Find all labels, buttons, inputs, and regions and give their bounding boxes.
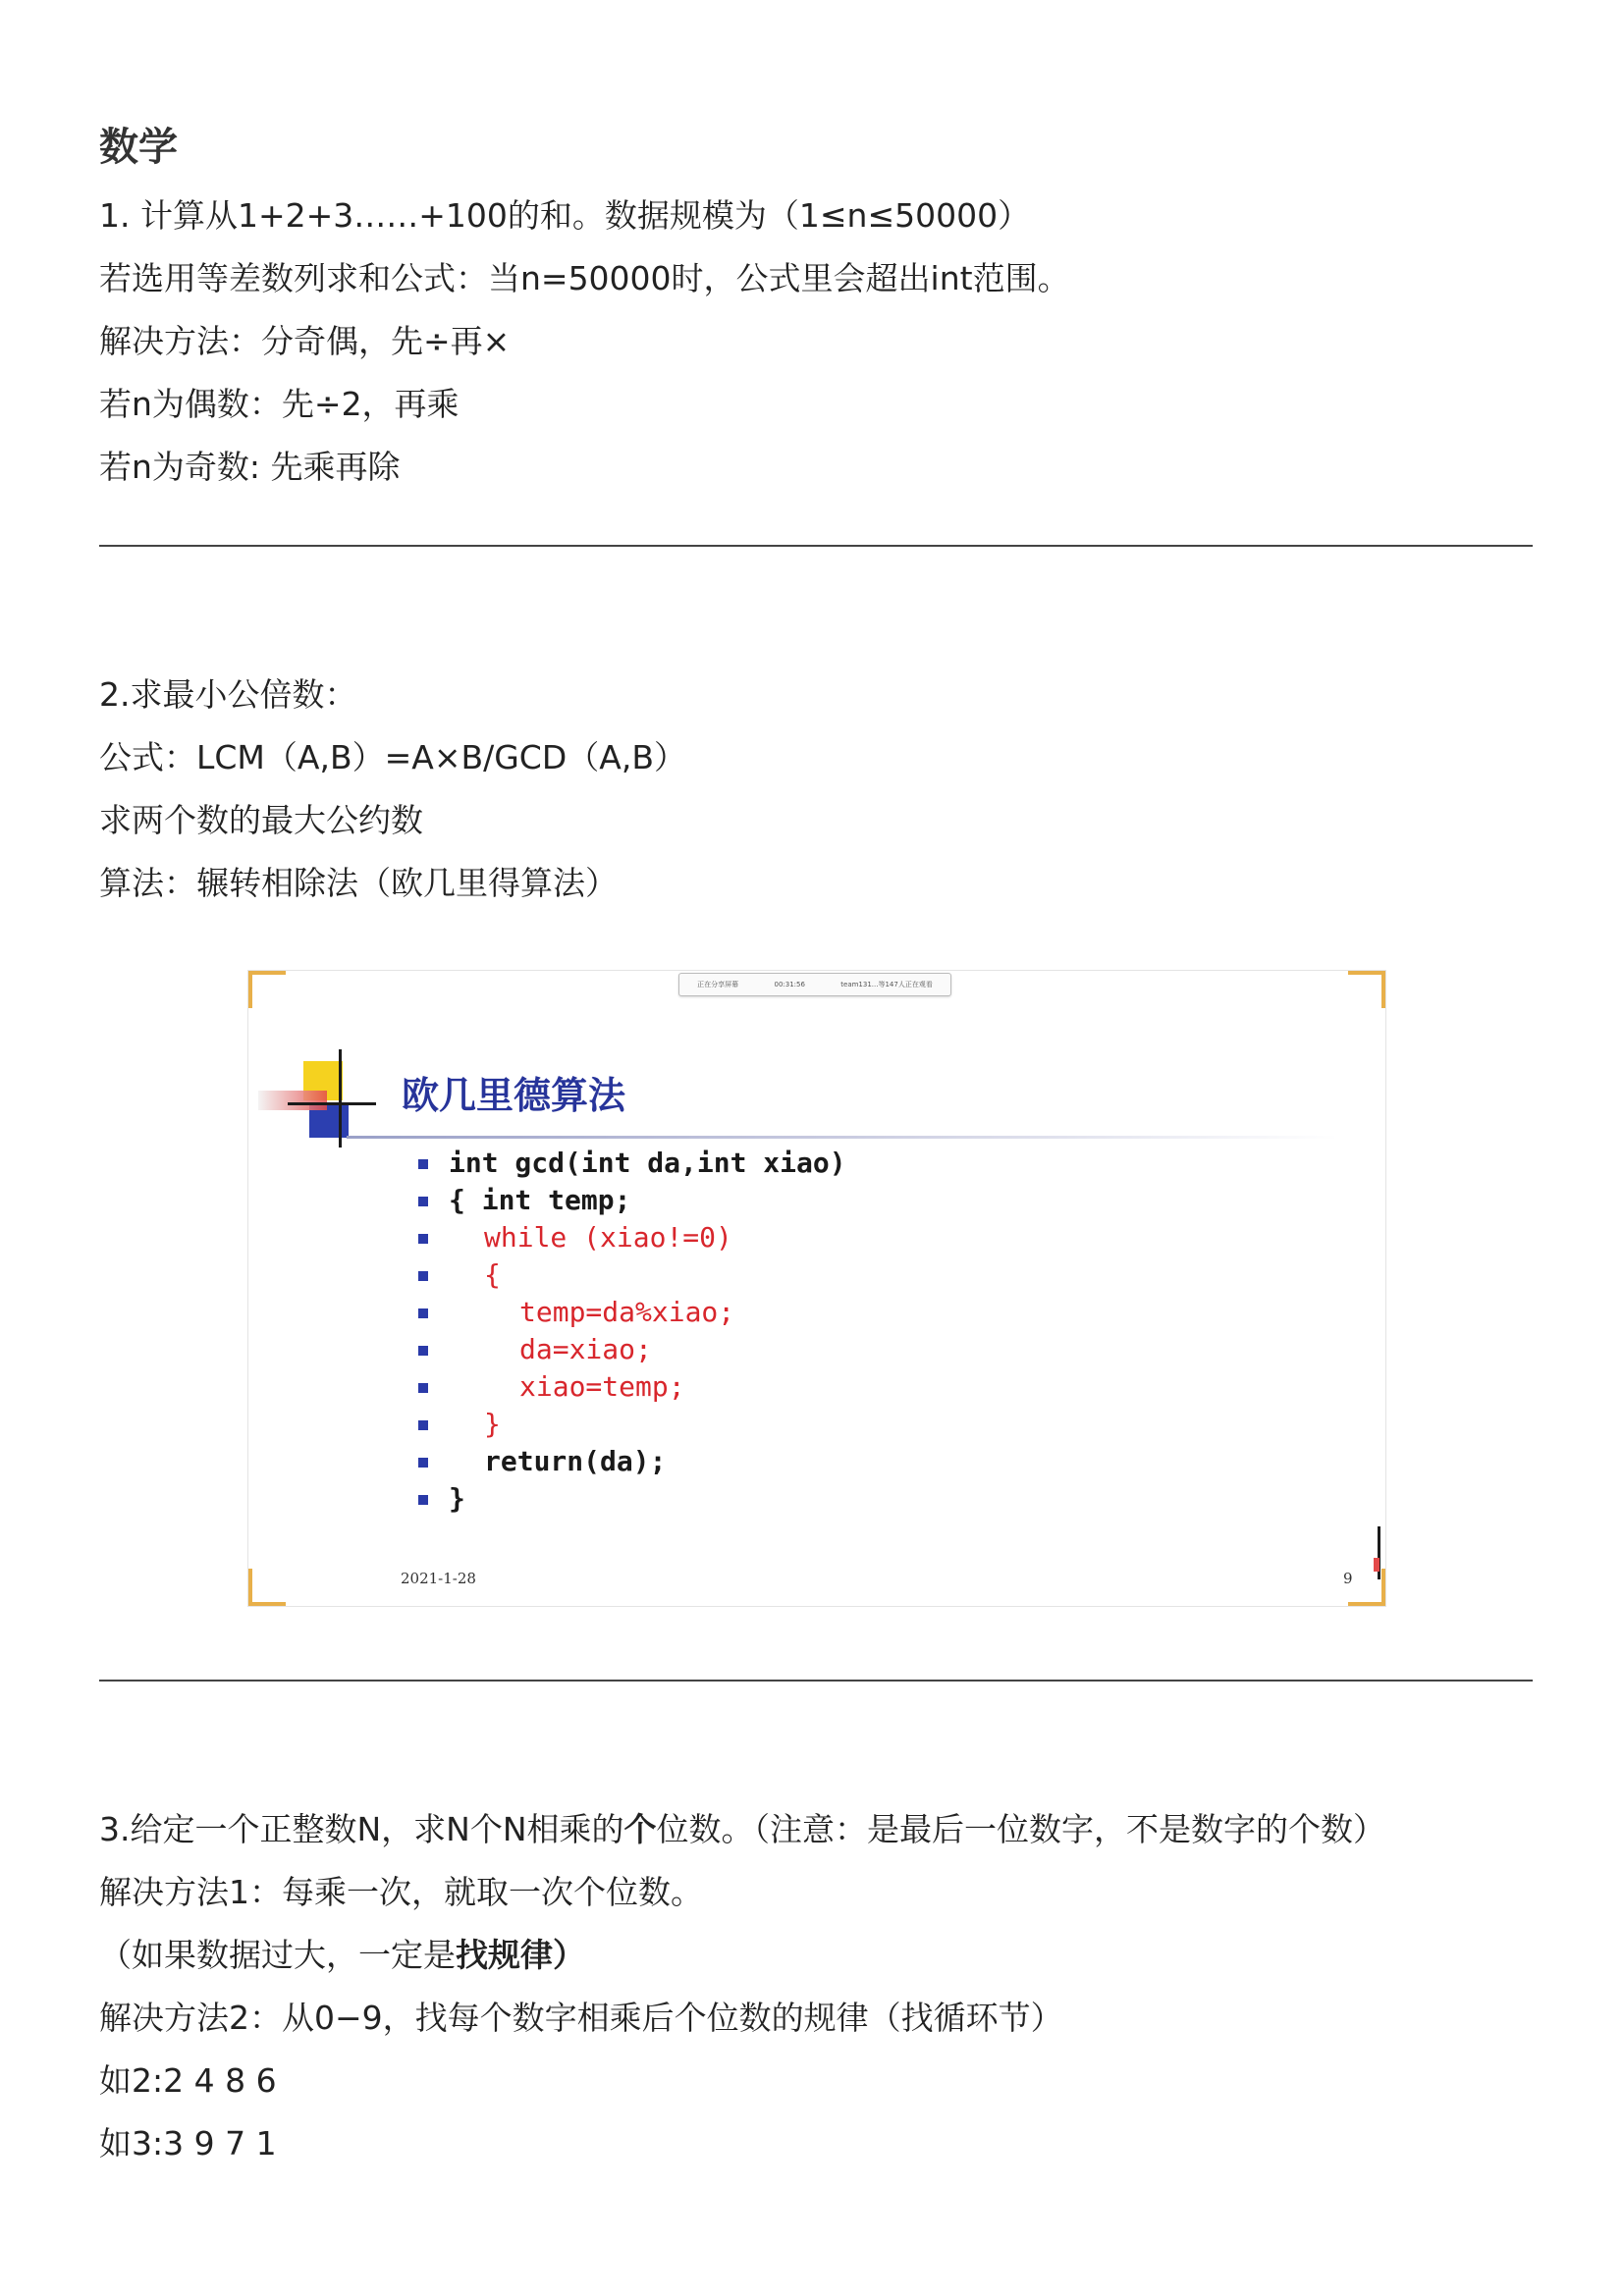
section3-line-1-bold: 个 [623,1810,657,1848]
code-bullet [418,1308,428,1318]
slide-corner-mark [1348,971,1385,1008]
code-bullet [418,1346,428,1356]
section3-line-3 [99,1934,585,1977]
section3-line-4: 解决方法2：从0−9，找每个数字相乘后个位数的规律（找循环节） [99,1999,1063,2037]
share-status: 正在分享屏幕 [697,981,739,988]
code-line: return(da); [484,1445,667,1477]
code-line: int gcd(int da,int xiao) [449,1147,846,1179]
section3-line-3-bold: 找规律） [456,1936,585,1974]
code-bullet [418,1271,428,1281]
code-line: } [449,1482,465,1515]
section3-line-6: 如3:3 9 7 1 [99,2124,277,2163]
slide-logo-decoration [248,1049,386,1148]
section3-line-5: 如2:2 4 8 6 [99,2061,277,2100]
share-viewers: team131...等147人正在观看 [840,981,933,988]
section1-line-1: 1. 计算从1+2+3……+100的和。数据规模为（1≤n≤50000） [99,196,1031,235]
slide-date: 2021-1-28 [401,1570,476,1587]
slide-corner-mark [248,1569,286,1606]
section2-line-3: 求两个数的最大公约数 [99,801,423,839]
section1-line-4: 若n为偶数：先÷2，再乘 [99,385,460,423]
section-divider-2 [99,1680,1533,1682]
slide-title: 欧几里德算法 [402,1074,626,1117]
section3-line-1-post: 位数。（注意：是最后一位数字，不是数字的个数） [656,1810,1386,1848]
code-bullet [418,1234,428,1244]
page-heading: 数学 [99,125,178,170]
section1-line-3: 解决方法：分奇偶，先÷再× [99,322,511,360]
code-bullet [418,1495,428,1505]
code-line: { int temp; [449,1184,631,1216]
code-line: xiao=temp; [519,1370,685,1403]
share-timer: 00:31:56 [774,981,805,988]
section3-line-3-pre: （如果数据过大，一定是 [99,1936,456,1974]
code-bullet [418,1383,428,1393]
section3-line-1-pre: 3.给定一个正整数N，求N个N相乘的 [99,1810,624,1848]
section1-line-2: 若选用等差数列求和公式：当n=50000时，公式里会超出int范围。 [99,259,1070,297]
code-line: { [484,1258,501,1291]
section3-line-1 [99,1808,1385,1851]
euclid-slide-image [247,970,1386,1607]
section3-line-2: 解决方法1：每乘一次，就取一次个位数。 [99,1873,703,1911]
code-line: } [484,1408,501,1440]
slide-edge-mark [1374,1558,1380,1572]
section2-line-4: 算法：辗转相除法（欧几里得算法） [99,864,618,902]
slide-corner-mark [248,971,286,1008]
code-line: temp=da%xiao; [519,1296,735,1328]
slide-page-number: 9 [1343,1570,1353,1587]
section2-line-1: 2.求最小公倍数： [99,675,357,714]
code-line: da=xiao; [519,1333,652,1365]
section-divider-1 [99,545,1533,547]
section1-line-5: 若n为奇数: 先乘再除 [99,448,401,486]
code-bullet [418,1420,428,1430]
slide-title-rule [347,1136,1338,1139]
code-bullet [418,1458,428,1468]
screen-share-bar [678,973,951,996]
code-bullet [418,1159,428,1169]
section2-line-2: 公式：LCM（A,B）=A×B/GCD（A,B） [99,738,686,776]
code-line: while (xiao!=0) [484,1221,732,1254]
code-bullet [418,1197,428,1206]
